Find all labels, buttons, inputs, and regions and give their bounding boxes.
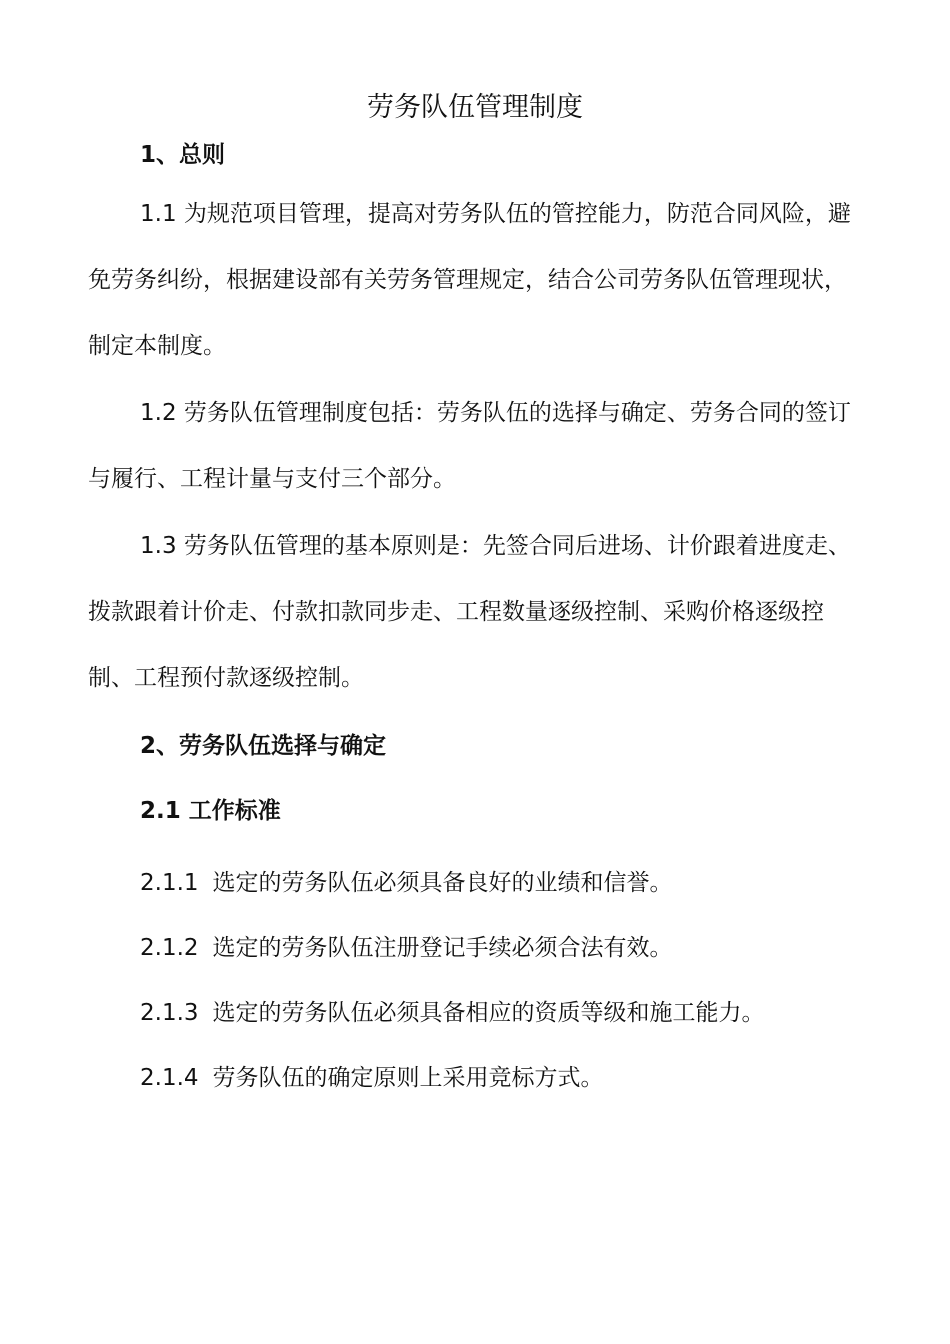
item-text: 选定的劳务队伍必须具备相应的资质等级和施工能力。 [212, 1000, 765, 1026]
item-text: 劳务队伍的确定原则上采用竞标方式。 [212, 1065, 604, 1091]
item-text: 选定的劳务队伍必须具备良好的业绩和信誉。 [212, 870, 673, 896]
item-number: 2.1.1 [140, 870, 199, 896]
item-number: 2.1.4 [140, 1065, 199, 1091]
section-1-heading: 1、总则 [140, 142, 226, 168]
paragraph-1-2: 1.2 劳务队伍管理制度包括：劳务队伍的选择与确定、劳务合同的签订与履行、工程计量与支付三个部分。 [88, 400, 851, 492]
subsection-2-1-heading: 2.1 工作标准 [140, 798, 281, 824]
list-item [140, 931, 673, 965]
document-title: 劳务队伍管理制度 [367, 92, 583, 123]
item-number: 2.1.2 [140, 935, 199, 961]
list-item [140, 866, 673, 900]
section-2-heading: 2、劳务队伍选择与确定 [140, 733, 387, 759]
paragraph-1-3: 1.3 劳务队伍管理的基本原则是：先签合同后进场、计价跟着进度走、拨款跟着计价走、付款扣款同步走、工程数量逐级控制、采购价格逐级控制、工程预付款逐级控制。 [88, 533, 851, 691]
list-item [140, 996, 765, 1030]
paragraph-1-1: 1.1 为规范项目管理，提高对劳务队伍的管控能力，防范合同风险，避免劳务纠纷，根据建设部有关劳务管理规定，结合公司劳务队伍管理现状，制定本制度。 [88, 201, 851, 359]
list-item [140, 1061, 604, 1095]
item-text: 选定的劳务队伍注册登记手续必须合法有效。 [212, 935, 673, 961]
item-number: 2.1.3 [140, 1000, 199, 1026]
